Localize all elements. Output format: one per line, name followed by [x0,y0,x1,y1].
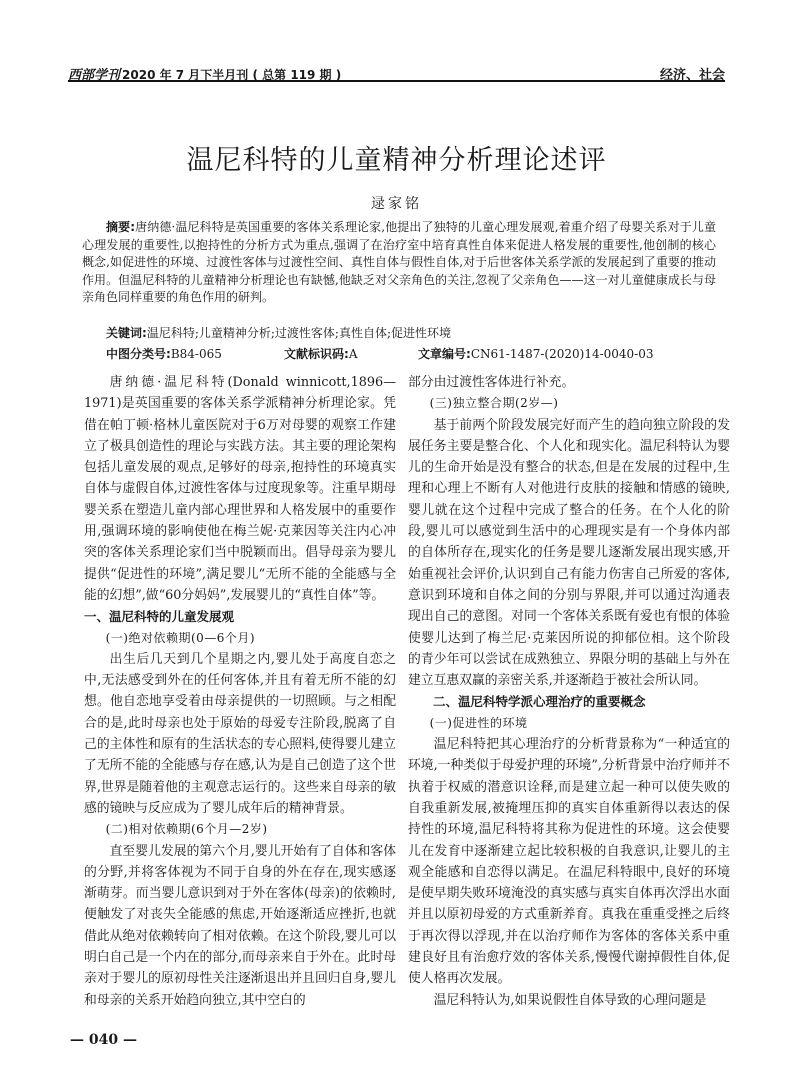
running-header [68,60,725,82]
keywords [106,324,451,341]
right-column [408,372,730,1011]
paragraph: 出生后几天到几个星期之内,婴儿处于高度自恋之中,无法感受到外在的任何客体,并且有着无所不能的幻想。他自恋地享受着由母亲提供的一切照顾。与之相配合的是,此时母亲也处于原始的母爱专注阶段,脱离了自己的主体性和原有的生活状态的专心照料,使得婴儿建立了无所不能的全能感与存在感,认为是自己创造了这个世界,世界是随着他的主观意志运行的。这些来自母亲的敏感的镜映与反应成为了婴儿成年后的精神背景。 [84,651,396,816]
issue-text: 2020 年 7 月下半月刊 ( 总第 119 期 ) [122,68,342,82]
doc-code-label: 文献标识码: [284,347,349,361]
author-name: 逯家铭 [371,196,422,212]
section-label: 经济、社会 [659,68,725,83]
section-heading: 一、温尼科特的儿童发展观 [84,609,235,625]
abstract-text: 唐纳德·温尼科特是英国重要的客体关系理论家,他提出了独特的儿童心理发展观,着重介绍了母婴关系对于儿童心理发展的重要性,以抱持性的分析方式为重点,强调了在治疗室中培育真性自体来促进人格发展的重要性,他创制的核心概念,如促进性的环境、过渡性客体与过渡性空间、真性自体与假性自体,对于后世客体关系学派的发展起到了重要的推动作用。但温尼科特的儿童精神分析理论也有缺憾,他缺乏对父亲角色的关注,忽视了父亲角色——这一对儿童健康成长与母亲角色同样重要的角色作用的研判。 [82,220,716,305]
article-number-label: 文章编号: [418,347,471,361]
doc-code-value: A [348,347,358,361]
paragraph: 温尼科特认为,如果说假性自体导致的心理问题是 [433,992,707,1008]
paragraph: 唐纳德·温尼科特(Donald winnicott,1896—1971)是英国重要的客体关系学派精神分析理论家。凭借在帕丁顿·格林儿童医院对于6万对母婴的观察工作建立了极具创造性的理论与实践方法。其主要的理论架构包括儿童发展的观点,足够好的母亲,抱持性的环境真实自体与虚假自体,过渡性客体与过度现象等。注重早期母婴关系在塑造儿童内部心理世界和人格发展中的重要作用,强调环境的影响使他在梅兰妮·克莱因等关注内心冲突的客体关系理论家们当中脱颖而出。倡导母亲为婴儿提供“促进性的环境”,满足婴儿“无所不能的全能感与全能的幻想”,做“60分妈妈”,发展婴儿的“真性自体”等。 [84,375,396,603]
paragraph-continuation: 部分由过渡性客体进行补充。 [408,375,575,390]
paragraph: 直至婴儿发展的第六个月,婴儿开始有了自体和客体的分野,并将客体视为不同于自身的外在存在,现实感逐渐萌芽。而当婴儿意识到对于外在客体(母亲)的依赖时,便触发了对丧失全能感的焦虑,开始逐渐适应挫折,也就借此从绝对依赖转向了相对依赖。在这个阶段,婴儿可以明白自己是一个内在的部分,而母亲来自于外在。此时母亲对于婴儿的原初母性关注逐渐退出并且回归自身,婴儿和母亲的关系开始趋向独立,其中空白的 [84,843,396,1008]
subsection-heading: (一)促进性的环境 [429,715,528,730]
header-rule [68,80,725,82]
clc-label: 中图分类号: [106,347,171,361]
subsection-heading: (三)独立整合期(2岁—) [429,396,559,411]
section-heading: 二、温尼科特学派心理治疗的重要概念 [433,694,646,710]
abstract-label: 摘要: [106,220,136,234]
article-number-value: CN61-1487-(2020)14-0040-03 [470,347,654,361]
paragraph: 基于前两个阶段发展完好而产生的趋向独立阶段的发展任务主要是整合化、个人化和现实化。温尼科特认为婴儿的生命开始是没有整合的状态,但是在发展的过程中,生理和心理上不断有人对他进行皮肤的接触和情感的镜映,婴儿就在这个过程中完成了整合的任务。在个人化的阶段,婴儿可以感觉到生活中的心理现实是有一个身体内部的自体所存在,现实化的任务是婴儿逐渐发展出现实感,开始重视社会评价,认识到自己有能力伤害自己所爱的客体,意识到环境和自体之间的分别与界限,并可以通过沟通表现出自己的意图。对同一个客体关系既有爱也有恨的体验使婴儿达到了梅兰尼·克莱因所说的抑郁位相。这个阶段的青少年可以尝试在成熟独立、界限分明的基础上与外在建立互惠双赢的亲密关系,并逐渐趋于被社会所认同。 [408,417,730,689]
abstract [82,219,716,307]
document-code [284,345,357,362]
page-number: — 040 — [70,1032,137,1048]
keywords-label: 关键词: [106,326,147,340]
article-title: 温尼科特的儿童精神分析理论述评 [186,145,607,176]
clc-value: B84-065 [170,347,222,361]
paragraph: 温尼科特把其心理治疗的分析背景称为“一种适宜的环境,一种类似于母爱护理的环境”,分析背景中治疗师并不执着于权威的潜意识诠释,而是建立起一种可以使失败的自我重新发展,被掩埋压抑的真实自体重新得以表达的保持性的环境,温尼科特将其称为促进性的环境。这会使婴儿在发育中逐渐建立起比较积极的自我意识,让婴儿的主观全能感和自恋得以满足。在温尼科特眼中,良好的环境是使早期失败环境淹没的真实感与真实自体再次浮出水面并且以原初母爱的方式重新养育。真我在重重受挫之后终于再次得以浮现,并在以治疗师作为客体的客体关系中重建良好且有治愈疗效的客体关系,慢慢代谢掉假性自体,促使人格再次发展。 [408,737,730,987]
subsection-heading: (一)绝对依赖期(0—6个月) [105,630,256,645]
keywords-text: 温尼科特;儿童精神分析;过渡性客体;真性自体;促进性环境 [146,326,451,340]
clc-number [106,345,222,362]
left-column [84,372,396,1011]
subsection-heading: (二)相对依赖期(6个月—2岁) [105,822,268,837]
article-number [418,345,654,362]
journal-logo: 西部学刊 [68,68,121,83]
